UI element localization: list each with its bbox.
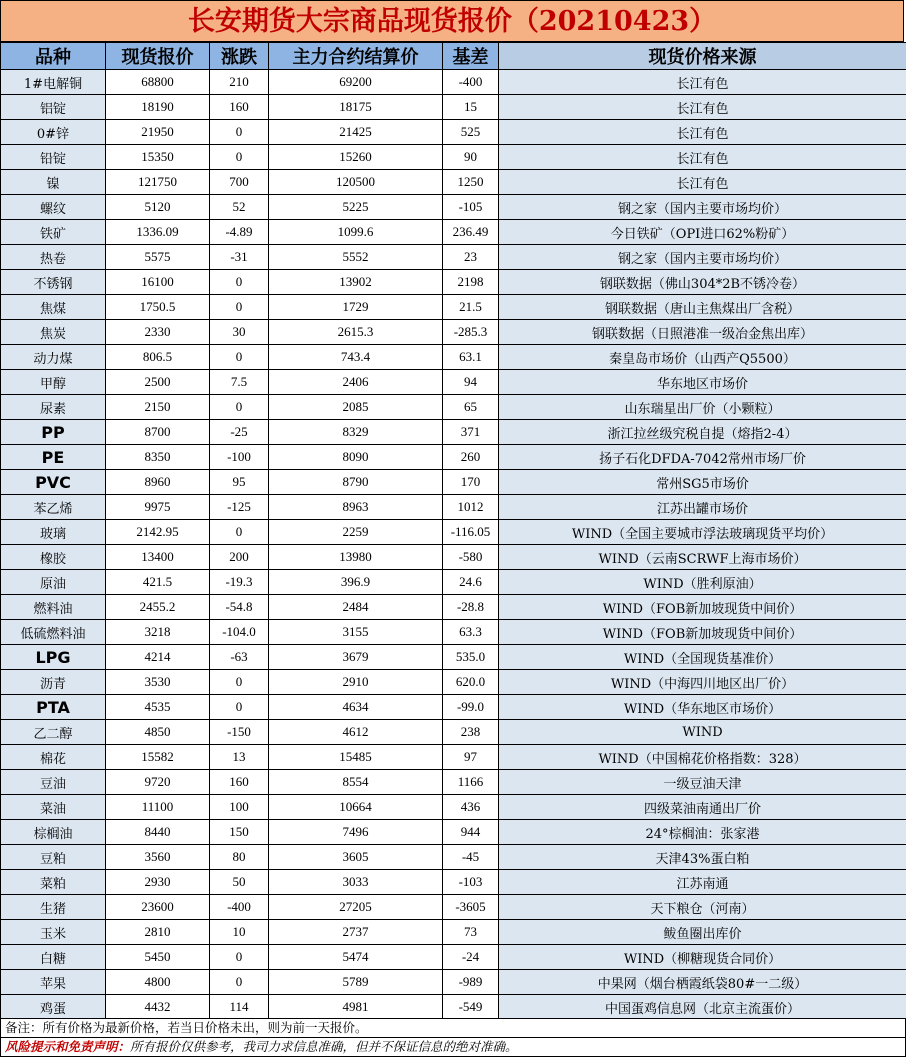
- col-header-settlement: 主力合约结算价: [269, 43, 443, 70]
- row-settlement: 4612: [269, 720, 443, 745]
- row-change: 50: [210, 870, 269, 895]
- table-row: [1, 995, 906, 1020]
- row-settlement: 5552: [269, 245, 443, 270]
- table-row: [1, 720, 906, 745]
- row-settlement: 1099.6: [269, 220, 443, 245]
- table-row: [1, 345, 906, 370]
- row-basis: -400: [443, 70, 499, 95]
- row-basis: -580: [443, 545, 499, 570]
- row-settlement: 8790: [269, 470, 443, 495]
- disclaimer-label: 风险提示和免责声明：: [5, 1039, 131, 1054]
- row-price-source: WIND（FOB新加坡现货中间价）: [499, 620, 906, 645]
- row-variety: 甲醇: [1, 370, 106, 395]
- row-spot-price: 21950: [106, 120, 210, 145]
- row-variety: 尿素: [1, 395, 106, 420]
- row-change: -4.89: [210, 220, 269, 245]
- row-price-source: 山东瑞星出厂价（小颗粒）: [499, 395, 906, 420]
- row-basis: 238: [443, 720, 499, 745]
- row-change: -104.0: [210, 620, 269, 645]
- table-row: [1, 445, 906, 470]
- row-basis: 23: [443, 245, 499, 270]
- table-row: [1, 370, 906, 395]
- row-basis: 73: [443, 920, 499, 945]
- row-basis: -549: [443, 995, 499, 1020]
- row-spot-price: 5120: [106, 195, 210, 220]
- row-spot-price: 3530: [106, 670, 210, 695]
- row-settlement: 4981: [269, 995, 443, 1020]
- table-row: [1, 670, 906, 695]
- row-settlement: 2259: [269, 520, 443, 545]
- row-change: 0: [210, 145, 269, 170]
- row-change: 7.5: [210, 370, 269, 395]
- row-spot-price: 2500: [106, 370, 210, 395]
- row-spot-price: 1750.5: [106, 295, 210, 320]
- row-change: -400: [210, 895, 269, 920]
- row-change: 0: [210, 345, 269, 370]
- col-header-variety: 品种: [1, 43, 106, 70]
- col-header-change: 涨跌: [210, 43, 269, 70]
- row-spot-price: 2142.95: [106, 520, 210, 545]
- row-variety: 苹果: [1, 970, 106, 995]
- table-row: [1, 320, 906, 345]
- row-settlement: 13902: [269, 270, 443, 295]
- row-price-source: 天下粮仓（河南）: [499, 895, 906, 920]
- row-settlement: 8963: [269, 495, 443, 520]
- row-change: 160: [210, 770, 269, 795]
- row-basis: 90: [443, 145, 499, 170]
- row-change: 0: [210, 270, 269, 295]
- col-header-price-source: 现货价格来源: [499, 43, 906, 70]
- row-basis: 1012: [443, 495, 499, 520]
- row-settlement: 3155: [269, 620, 443, 645]
- row-variety: 乙二醇: [1, 720, 106, 745]
- row-spot-price: 68800: [106, 70, 210, 95]
- table-row: [1, 620, 906, 645]
- row-price-source: 江苏出罐市场价: [499, 495, 906, 520]
- row-variety: 低硫燃料油: [1, 620, 106, 645]
- row-spot-price: 18190: [106, 95, 210, 120]
- row-spot-price: 15582: [106, 745, 210, 770]
- row-settlement: 2085: [269, 395, 443, 420]
- row-price-source: 常州SG5市场价: [499, 470, 906, 495]
- row-spot-price: 2330: [106, 320, 210, 345]
- row-variety: 1#电解铜: [1, 70, 106, 95]
- table-row: [1, 595, 906, 620]
- row-variety: PE: [1, 445, 106, 470]
- row-settlement: 2737: [269, 920, 443, 945]
- col-header-basis: 基差: [443, 43, 499, 70]
- row-price-source: WIND（全国主要城市浮法玻璃现货平均价）: [499, 520, 906, 545]
- row-basis: 15: [443, 95, 499, 120]
- row-variety: 白糖: [1, 945, 106, 970]
- row-spot-price: 4432: [106, 995, 210, 1020]
- row-change: -19.3: [210, 570, 269, 595]
- row-settlement: 8329: [269, 420, 443, 445]
- row-settlement: 8090: [269, 445, 443, 470]
- row-price-source: WIND（柳糖现货合同价）: [499, 945, 906, 970]
- row-spot-price: 5575: [106, 245, 210, 270]
- row-price-source: 钢之家（国内主要市场均价）: [499, 195, 906, 220]
- row-change: -31: [210, 245, 269, 270]
- row-change: -54.8: [210, 595, 269, 620]
- row-change: 10: [210, 920, 269, 945]
- row-basis: 436: [443, 795, 499, 820]
- row-spot-price: 4850: [106, 720, 210, 745]
- row-spot-price: 8700: [106, 420, 210, 445]
- row-spot-price: 806.5: [106, 345, 210, 370]
- row-settlement: 15260: [269, 145, 443, 170]
- row-basis: -99.0: [443, 695, 499, 720]
- row-price-source: 今日铁矿（OPI进口62%粉矿）: [499, 220, 906, 245]
- row-settlement: 743.4: [269, 345, 443, 370]
- row-basis: 371: [443, 420, 499, 445]
- row-variety: 不锈钢: [1, 270, 106, 295]
- row-basis: 97: [443, 745, 499, 770]
- row-spot-price: 13400: [106, 545, 210, 570]
- row-variety: 苯乙烯: [1, 495, 106, 520]
- row-basis: 944: [443, 820, 499, 845]
- row-basis: 63.3: [443, 620, 499, 645]
- row-variety: 原油: [1, 570, 106, 595]
- row-price-source: WIND（华东地区市场价）: [499, 695, 906, 720]
- row-price-source: 长江有色: [499, 145, 906, 170]
- table-row: [1, 545, 906, 570]
- row-change: 0: [210, 120, 269, 145]
- row-change: -125: [210, 495, 269, 520]
- table-row: [1, 520, 906, 545]
- row-change: 0: [210, 520, 269, 545]
- row-spot-price: 1336.09: [106, 220, 210, 245]
- row-price-source: WIND（全国现货基准价）: [499, 645, 906, 670]
- row-spot-price: 8350: [106, 445, 210, 470]
- row-spot-price: 11100: [106, 795, 210, 820]
- row-price-source: WIND（FOB新加坡现货中间价）: [499, 595, 906, 620]
- row-spot-price: 8440: [106, 820, 210, 845]
- row-change: 95: [210, 470, 269, 495]
- row-basis: -28.8: [443, 595, 499, 620]
- row-change: 30: [210, 320, 269, 345]
- row-variety: 焦炭: [1, 320, 106, 345]
- row-spot-price: 2455.2: [106, 595, 210, 620]
- table-row: [1, 795, 906, 820]
- row-spot-price: 2930: [106, 870, 210, 895]
- table-row: [1, 845, 906, 870]
- row-basis: 525: [443, 120, 499, 145]
- row-price-source: 长江有色: [499, 70, 906, 95]
- row-price-source: WIND（中国棉花价格指数：328）: [499, 745, 906, 770]
- sheet-title: 长安期货大宗商品现货报价（20210423）: [0, 0, 904, 42]
- row-variety: 玻璃: [1, 520, 106, 545]
- table-row: [1, 95, 906, 120]
- row-price-source: 江苏南通: [499, 870, 906, 895]
- row-price-source: 扬子石化DFDA-7042常州市场厂价: [499, 445, 906, 470]
- footnote: 备注：所有价格为最新价格，若当日价格未出，则为前一天报价。: [0, 1018, 906, 1038]
- row-spot-price: 4535: [106, 695, 210, 720]
- row-change: 13: [210, 745, 269, 770]
- table-row: [1, 745, 906, 770]
- row-basis: -24: [443, 945, 499, 970]
- row-settlement: 1729: [269, 295, 443, 320]
- table-row: [1, 695, 906, 720]
- table-row: [1, 170, 906, 195]
- row-variety: 燃料油: [1, 595, 106, 620]
- row-spot-price: 15350: [106, 145, 210, 170]
- table-row: [1, 770, 906, 795]
- header-row: [1, 43, 906, 70]
- row-basis: 260: [443, 445, 499, 470]
- row-price-source: 钢联数据（佛山304*2B不锈冷卷）: [499, 270, 906, 295]
- row-variety: 玉米: [1, 920, 106, 945]
- row-basis: 1166: [443, 770, 499, 795]
- row-basis: -105: [443, 195, 499, 220]
- row-change: -100: [210, 445, 269, 470]
- disclaimer: [0, 1037, 906, 1057]
- row-basis: -285.3: [443, 320, 499, 345]
- row-spot-price: 421.5: [106, 570, 210, 595]
- table-row: [1, 220, 906, 245]
- row-settlement: 3679: [269, 645, 443, 670]
- row-price-source: 华东地区市场价: [499, 370, 906, 395]
- row-settlement: 5474: [269, 945, 443, 970]
- table-row: [1, 270, 906, 295]
- row-price-source: 天津43%蛋白粕: [499, 845, 906, 870]
- row-price-source: 长江有色: [499, 120, 906, 145]
- row-price-source: 钢之家（国内主要市场均价）: [499, 245, 906, 270]
- row-settlement: 18175: [269, 95, 443, 120]
- row-basis: -116.05: [443, 520, 499, 545]
- table-row: [1, 145, 906, 170]
- row-price-source: WIND（胜利原油）: [499, 570, 906, 595]
- table-body: [1, 70, 906, 1020]
- table-row: [1, 820, 906, 845]
- row-variety: 橡胶: [1, 545, 106, 570]
- row-price-source: WIND（中海四川地区出厂价）: [499, 670, 906, 695]
- table-row: [1, 295, 906, 320]
- row-change: 114: [210, 995, 269, 1020]
- row-spot-price: 16100: [106, 270, 210, 295]
- row-basis: 1250: [443, 170, 499, 195]
- row-spot-price: 2810: [106, 920, 210, 945]
- row-variety: 镍: [1, 170, 106, 195]
- row-variety: 0#锌: [1, 120, 106, 145]
- row-variety: 菜粕: [1, 870, 106, 895]
- table-row: [1, 245, 906, 270]
- row-settlement: 4634: [269, 695, 443, 720]
- row-change: 0: [210, 695, 269, 720]
- row-change: -150: [210, 720, 269, 745]
- row-variety: 菜油: [1, 795, 106, 820]
- row-basis: 24.6: [443, 570, 499, 595]
- row-variety: 热卷: [1, 245, 106, 270]
- price-table: [0, 42, 906, 1020]
- row-basis: -103: [443, 870, 499, 895]
- row-basis: 21.5: [443, 295, 499, 320]
- row-price-source: WIND: [499, 720, 906, 745]
- row-settlement: 2484: [269, 595, 443, 620]
- row-variety: 豆粕: [1, 845, 106, 870]
- row-variety: 生猪: [1, 895, 106, 920]
- row-price-source: 中果网（烟台栖霞纸袋80#一二级）: [499, 970, 906, 995]
- row-settlement: 5225: [269, 195, 443, 220]
- row-basis: 170: [443, 470, 499, 495]
- row-change: 100: [210, 795, 269, 820]
- table-row: [1, 120, 906, 145]
- row-settlement: 10664: [269, 795, 443, 820]
- row-settlement: 2406: [269, 370, 443, 395]
- row-price-source: 长江有色: [499, 170, 906, 195]
- row-variety: 棉花: [1, 745, 106, 770]
- row-settlement: 3605: [269, 845, 443, 870]
- table-row: [1, 420, 906, 445]
- row-variety: 动力煤: [1, 345, 106, 370]
- row-spot-price: 3560: [106, 845, 210, 870]
- disclaimer-text: 所有报价仅供参考，我司力求信息准确，但并不保证信息的绝对准确。: [130, 1039, 518, 1054]
- row-change: 210: [210, 70, 269, 95]
- row-settlement: 15485: [269, 745, 443, 770]
- row-price-source: 钢联数据（日照港准一级冶金焦出库）: [499, 320, 906, 345]
- row-basis: 65: [443, 395, 499, 420]
- row-change: 52: [210, 195, 269, 220]
- row-settlement: 7496: [269, 820, 443, 845]
- row-change: 700: [210, 170, 269, 195]
- row-change: -25: [210, 420, 269, 445]
- row-change: 200: [210, 545, 269, 570]
- row-price-source: 秦皇岛市场价（山西产Q5500）: [499, 345, 906, 370]
- row-settlement: 8554: [269, 770, 443, 795]
- row-change: 150: [210, 820, 269, 845]
- table-row: [1, 570, 906, 595]
- row-basis: 94: [443, 370, 499, 395]
- row-variety: PP: [1, 420, 106, 445]
- row-price-source: 长江有色: [499, 95, 906, 120]
- table-row: [1, 895, 906, 920]
- row-settlement: 21425: [269, 120, 443, 145]
- row-settlement: 69200: [269, 70, 443, 95]
- row-spot-price: 9975: [106, 495, 210, 520]
- row-variety: 铅锭: [1, 145, 106, 170]
- row-change: 160: [210, 95, 269, 120]
- row-settlement: 3033: [269, 870, 443, 895]
- row-basis: 236.49: [443, 220, 499, 245]
- row-settlement: 2910: [269, 670, 443, 695]
- row-variety: 棕榈油: [1, 820, 106, 845]
- row-price-source: 中国蛋鸡信息网（北京主流蛋价）: [499, 995, 906, 1020]
- table-row: [1, 70, 906, 95]
- row-spot-price: 5450: [106, 945, 210, 970]
- table-row: [1, 195, 906, 220]
- row-price-source: 24°棕榈油：张家港: [499, 820, 906, 845]
- row-price-source: 四级菜油南通出厂价: [499, 795, 906, 820]
- col-header-spot-price: 现货报价: [106, 43, 210, 70]
- row-basis: -45: [443, 845, 499, 870]
- row-basis: 2198: [443, 270, 499, 295]
- row-spot-price: 2150: [106, 395, 210, 420]
- table-row: [1, 920, 906, 945]
- table-row: [1, 970, 906, 995]
- row-change: 0: [210, 670, 269, 695]
- row-spot-price: 121750: [106, 170, 210, 195]
- row-variety: 沥青: [1, 670, 106, 695]
- row-spot-price: 9720: [106, 770, 210, 795]
- row-spot-price: 3218: [106, 620, 210, 645]
- row-settlement: 5789: [269, 970, 443, 995]
- table-row: [1, 645, 906, 670]
- row-price-source: 鲅鱼圈出库价: [499, 920, 906, 945]
- row-spot-price: 4800: [106, 970, 210, 995]
- row-change: 0: [210, 970, 269, 995]
- row-variety: PTA: [1, 695, 106, 720]
- row-variety: 铝锭: [1, 95, 106, 120]
- row-basis: 63.1: [443, 345, 499, 370]
- row-spot-price: 8960: [106, 470, 210, 495]
- row-variety: PVC: [1, 470, 106, 495]
- row-price-source: 浙江拉丝级究税自提（熔指2-4）: [499, 420, 906, 445]
- row-change: 0: [210, 395, 269, 420]
- row-change: 0: [210, 295, 269, 320]
- row-variety: 豆油: [1, 770, 106, 795]
- row-price-source: WIND（云南SCRWF上海市场价）: [499, 545, 906, 570]
- row-spot-price: 4214: [106, 645, 210, 670]
- row-change: 0: [210, 945, 269, 970]
- row-change: 80: [210, 845, 269, 870]
- row-variety: 焦煤: [1, 295, 106, 320]
- table-row: [1, 495, 906, 520]
- row-price-source: 一级豆油天津: [499, 770, 906, 795]
- row-variety: LPG: [1, 645, 106, 670]
- row-settlement: 2615.3: [269, 320, 443, 345]
- row-basis: 620.0: [443, 670, 499, 695]
- table-row: [1, 470, 906, 495]
- table-row: [1, 945, 906, 970]
- row-change: -63: [210, 645, 269, 670]
- row-basis: 535.0: [443, 645, 499, 670]
- row-spot-price: 23600: [106, 895, 210, 920]
- row-basis: -3605: [443, 895, 499, 920]
- row-price-source: 钢联数据（唐山主焦煤出厂含税）: [499, 295, 906, 320]
- row-variety: 螺纹: [1, 195, 106, 220]
- row-settlement: 27205: [269, 895, 443, 920]
- row-settlement: 120500: [269, 170, 443, 195]
- row-settlement: 13980: [269, 545, 443, 570]
- row-variety: 鸡蛋: [1, 995, 106, 1020]
- table-row: [1, 870, 906, 895]
- row-basis: -989: [443, 970, 499, 995]
- row-variety: 铁矿: [1, 220, 106, 245]
- row-settlement: 396.9: [269, 570, 443, 595]
- table-row: [1, 395, 906, 420]
